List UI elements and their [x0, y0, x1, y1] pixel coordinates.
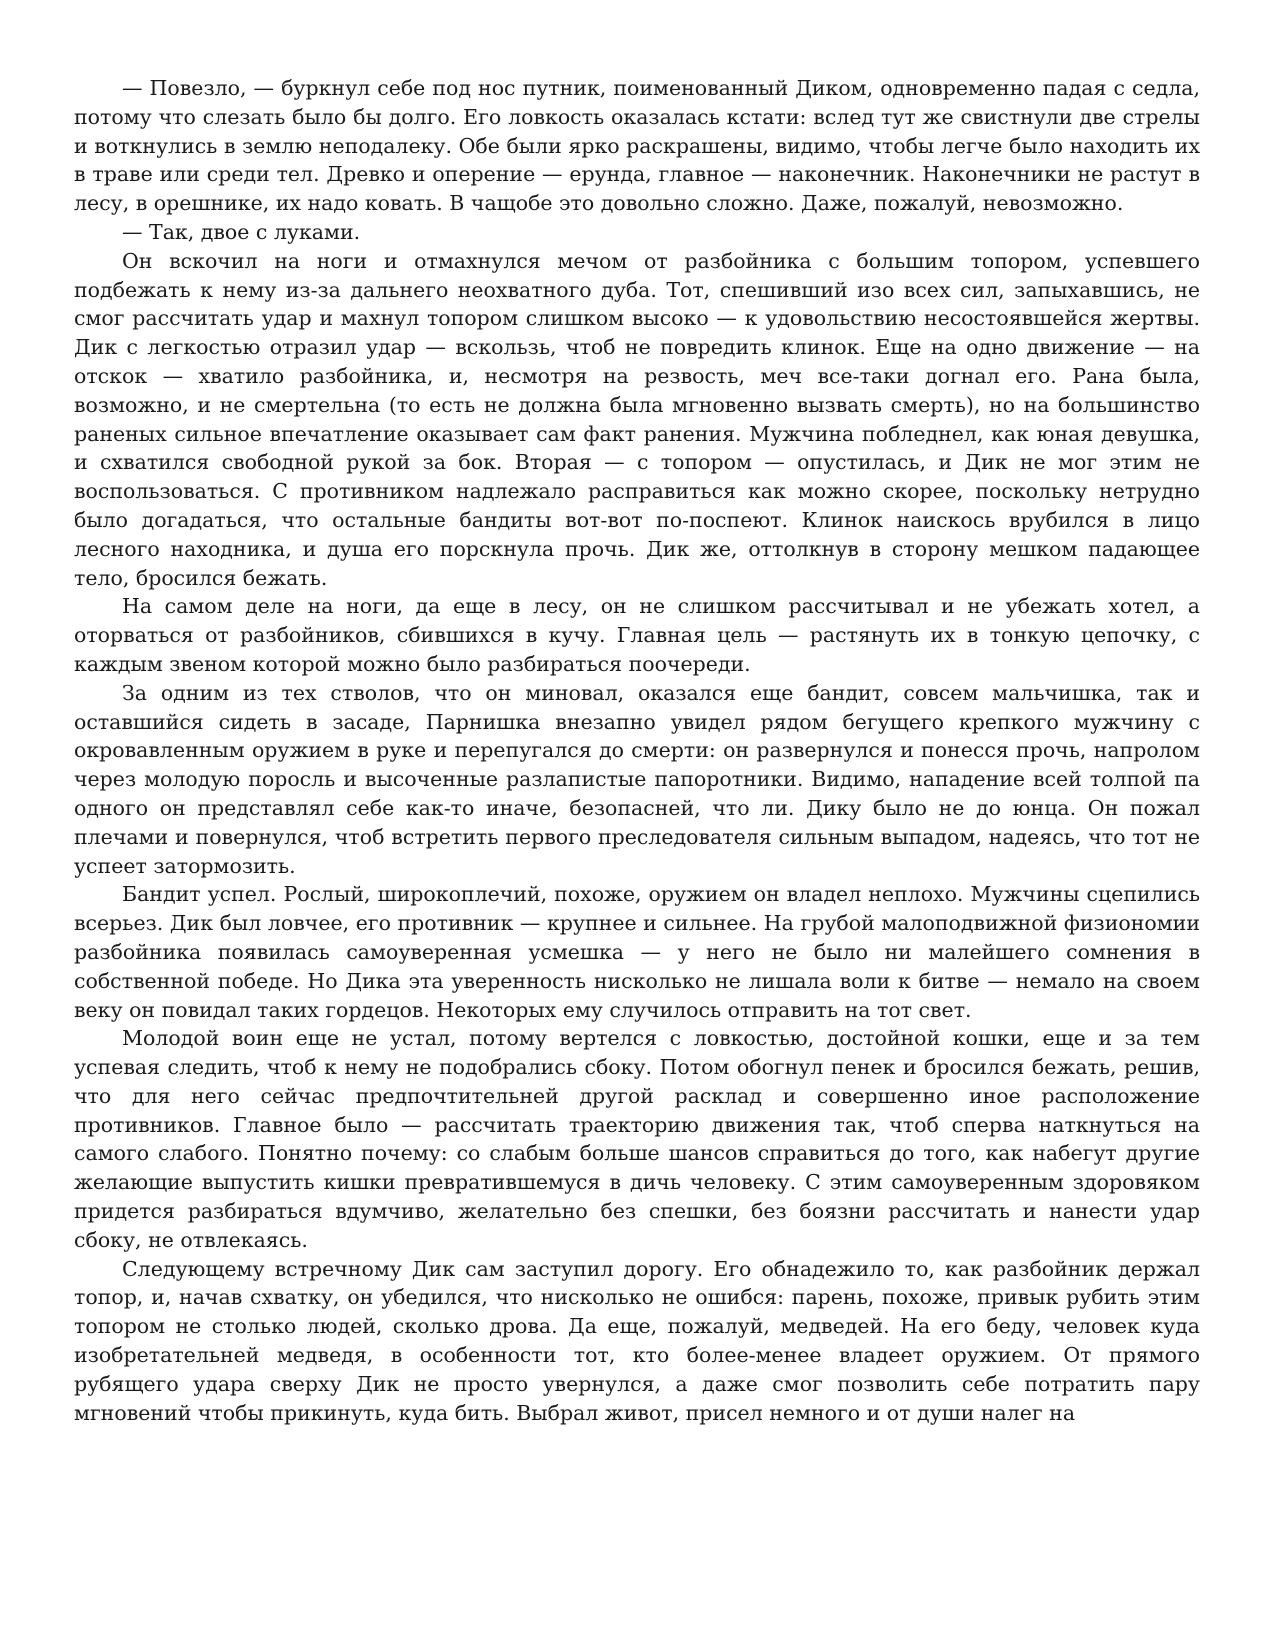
paragraph-5: За одним из тех стволов, что он миновал, оказался еще бандит, совсем мальчишка, так и оставшийся сидеть в засаде, Парнишка внезапно увидел рядом бегущего крепкого мужчину с окровавленным оружием в руке и перепугался до смерти: он развернулся и понесся прочь, напролом через молодую поросль и высоченные разлапистые папоротники. Видимо, нападение всей толпой па одного он представлял себе как-то иначе, безопасней, что ли. Дику было не до юнца. Он пожал плечами и повернулся, чтоб встретить первого преследователя сильным выпадом, надеясь, что тот не успеет затормозить.	[74, 680, 1200, 878]
paragraph-6: Бандит успел. Рослый, широкоплечий, похоже, оружием он владел неплохо. Мужчины сцепились всерьез. Дик был ловчее, его противник — крупнее и сильнее. На грубой малоподвижной физиономии разбойника появилась самоуверенная усмешка — у него не было ни малейшего сомнения в собственной победе. Но Дика эта уверенность нисколько не лишала воли к битве — немало на своем веку он повидал таких гордецов. Некоторых ему случилось отправить на тот свет.	[74, 882, 1200, 1022]
paragraph-2: — Так, двое с луками.	[122, 219, 361, 244]
paragraph-4: На самом деле на ноги, да еще в лесу, он не слишком рассчитывал и не убежать хотел, а оторваться от разбойников, сбившихся в кучу. Главная цель — растянуть их в тонкую цепочку, с каждым звеном которой можно было разбираться поочереди.	[74, 594, 1200, 676]
paragraph-8: Следующему встречному Дик сам заступил дорогу. Его обнадежило то, как разбойник держал топор, и, начав схватку, он убедился, что нисколько не ошибся: парень, похоже, привык рубить этим топором не столько людей, сколько дрова. Да еще, пожалуй, медведей. На его беду, человек куда изобретательней медведя, в особенности тот, кто более-менее владеет оружием. От прямого рубящего удара сверху Дик не просто увернулся, а даже смог позволить себе потратить пару мгновений чтобы прикинуть, куда бить. Выбрал живот, присел немного и от души налег на	[74, 1256, 1200, 1425]
paragraph-7: Молодой воин еще не устал, потому вертелся с ловкостью, достойной кошки, еще и за тем успевая следить, чтоб к нему не подобрались сбоку. Потом обогнул пенек и бросился бежать, решив, что для него сейчас предпочтительней другой расклад и совершенно иное расположение противников. Главное было — рассчитать траекторию движения так, чтоб сперва наткнуться на самого слабого. Понятно почему: со слабым больше шансов справиться до того, как набегут другие желающие выпустить кишки превратившемуся в дичь человеку. С этим самоуверенным здоровяком придется разбираться вдумчиво, желательно без спешки, без боязни рассчитать и нанести удар сбоку, не отвлекаясь.	[74, 1026, 1200, 1252]
text-body	[74, 74, 1200, 1427]
paragraph-1: — Повезло, — буркнул себе под нос путник, поименованный Диком, одновременно падая с седла, потому что слезать было бы долго. Его ловкость оказалась кстати: вслед тут же свистнули две стрелы и воткнулись в землю неподалеку. Обе были ярко раскрашены, видимо, чтобы легче было находить их в траве или среди тел. Древко и оперение — ерунда, главное — наконечник. Наконечники не растут в лесу, в орешнике, их надо ковать. В чащобе это довольно сложно. Даже, пожалуй, невозможно.	[74, 76, 1200, 216]
paragraph-3: Он вскочил на ноги и отмахнулся мечом от разбойника с большим топором, успевшего подбежать к нему из-за дальнего неохватного дуба. Тот, спешивший изо всех сил, запыхавшись, не смог рассчитать удар и махнул топором слишком высоко — к удовольствию несостоявшейся жертвы. Дик с легкостью отразил удар — вскользь, чтоб не повредить клинок. Еще на одно движение — на отскок — хватило разбойника, и, несмотря на резвость, меч все-таки догнал его. Рана была, возможно, и не смертельна (то есть не должна была мгновенно вызвать смерть), но на большинство раненых сильное впечатление оказывает сам факт ранения. Мужчина побледнел, как юная девушка, и схватился свободной рукой за бок. Вторая — с топором — опустилась, и Дик не мог этим не воспользоваться. С противником надлежало расправиться как можно скорее, поскольку нетрудно было догадаться, что остальные бандиты вот-вот по-поспеют. Клинок наискось врубился в лицо лесного находника, и душа его порскнула прочь. Дик же, оттолкнув в сторону мешком падающее тело, бросился бежать.	[74, 248, 1200, 590]
